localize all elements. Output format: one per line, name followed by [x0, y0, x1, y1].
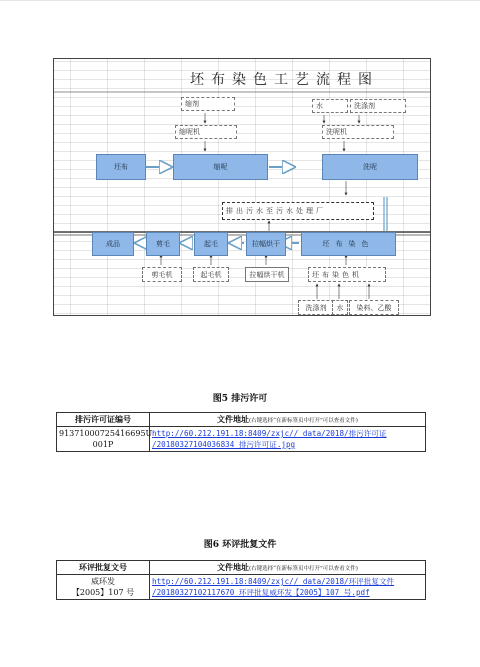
- table-row: [57, 575, 426, 600]
- process-greige: 坯布: [96, 154, 146, 180]
- header-file-address-label: 文件地址: [217, 562, 250, 572]
- table-header-row: [57, 413, 426, 427]
- approval-link-cell: [150, 575, 426, 600]
- material-water-bottom: 水: [332, 300, 348, 315]
- machine-shrink: 缩呢机: [175, 125, 237, 139]
- discharge-box: 排出污水至污水处理厂: [222, 202, 374, 220]
- figure-caption-eia-approval: 图6 环评批复文件: [203, 540, 277, 550]
- header-permit-number: 排污许可证编号: [57, 413, 150, 427]
- material-water-top: 水: [312, 99, 348, 113]
- machine-dye: 坯布染色机: [308, 267, 386, 282]
- approval-link-line2: /20180327102117670 环评批复威环发【2005】107 号.pdf: [152, 588, 370, 597]
- header-file-address-note: (右键选择“在新标签页中打开”可以查看文件): [249, 418, 358, 424]
- permit-file-link[interactable]: [152, 429, 387, 449]
- eia-approval-table: [56, 560, 426, 600]
- header-file-address: [150, 413, 426, 427]
- process-shrink: 缩呢: [173, 154, 268, 180]
- approval-link-line1: http://60.212.191.18:8409/zxjc// data/2018/环评批复文件: [152, 577, 395, 586]
- machine-shear: 剪毛机: [142, 267, 182, 282]
- permit-number-line1: 91371000725416695U: [59, 429, 153, 438]
- process-shear: 剪毛: [146, 232, 180, 256]
- discharge-permit-table: [56, 412, 426, 452]
- process-wash: 洗呢: [322, 154, 418, 180]
- process-tenter-dry: 拉幅烘干: [246, 232, 286, 256]
- table-row: [57, 427, 426, 452]
- machine-tenter-dry: 拉幅烘干机: [245, 267, 289, 282]
- diagram-title: 坯布染色工艺流程图: [190, 72, 379, 88]
- permit-link-line1: http://60.212.191.18:8409/zxjc// data/2018/排污许可证: [152, 429, 387, 438]
- approval-number-line1: 威环发: [91, 577, 115, 586]
- material-shrink-agent: 缩剂: [181, 97, 235, 111]
- process-product: 成品: [92, 232, 134, 256]
- process-flow-diagram: [53, 58, 431, 316]
- approval-number-cell: [57, 575, 150, 600]
- approval-number-line2: 【2005】107 号: [71, 588, 135, 597]
- permit-link-cell: [150, 427, 426, 452]
- header-file-address-label: 文件地址: [217, 414, 250, 424]
- permit-number-line2: 001P: [92, 440, 114, 449]
- header-file-address-note: (右键选择“在新标签页中打开”可以查看文件): [249, 566, 358, 572]
- machine-wash: 洗呢机: [322, 125, 394, 139]
- page-top-rule: [0, 0, 480, 1]
- header-file-address: [150, 561, 426, 575]
- process-dye: 坯布染色: [301, 232, 396, 256]
- process-raise: 起毛: [194, 232, 228, 256]
- permit-link-line2: /20180327104036834 排污许可证.jpg: [152, 440, 296, 449]
- machine-raise: 起毛机: [193, 267, 229, 282]
- header-approval-number: 环评批复文号: [57, 561, 150, 575]
- figure-caption-discharge-permit: 图5 排污许可: [212, 394, 268, 404]
- permit-number-cell: [57, 427, 153, 452]
- material-detergent-top: 洗涤剂: [350, 99, 406, 113]
- material-dye-acid: 染料、乙酸: [349, 300, 399, 315]
- table-header-row: [57, 561, 426, 575]
- material-detergent-bottom: 洗涤剂: [298, 300, 334, 315]
- approval-file-link[interactable]: [152, 577, 394, 597]
